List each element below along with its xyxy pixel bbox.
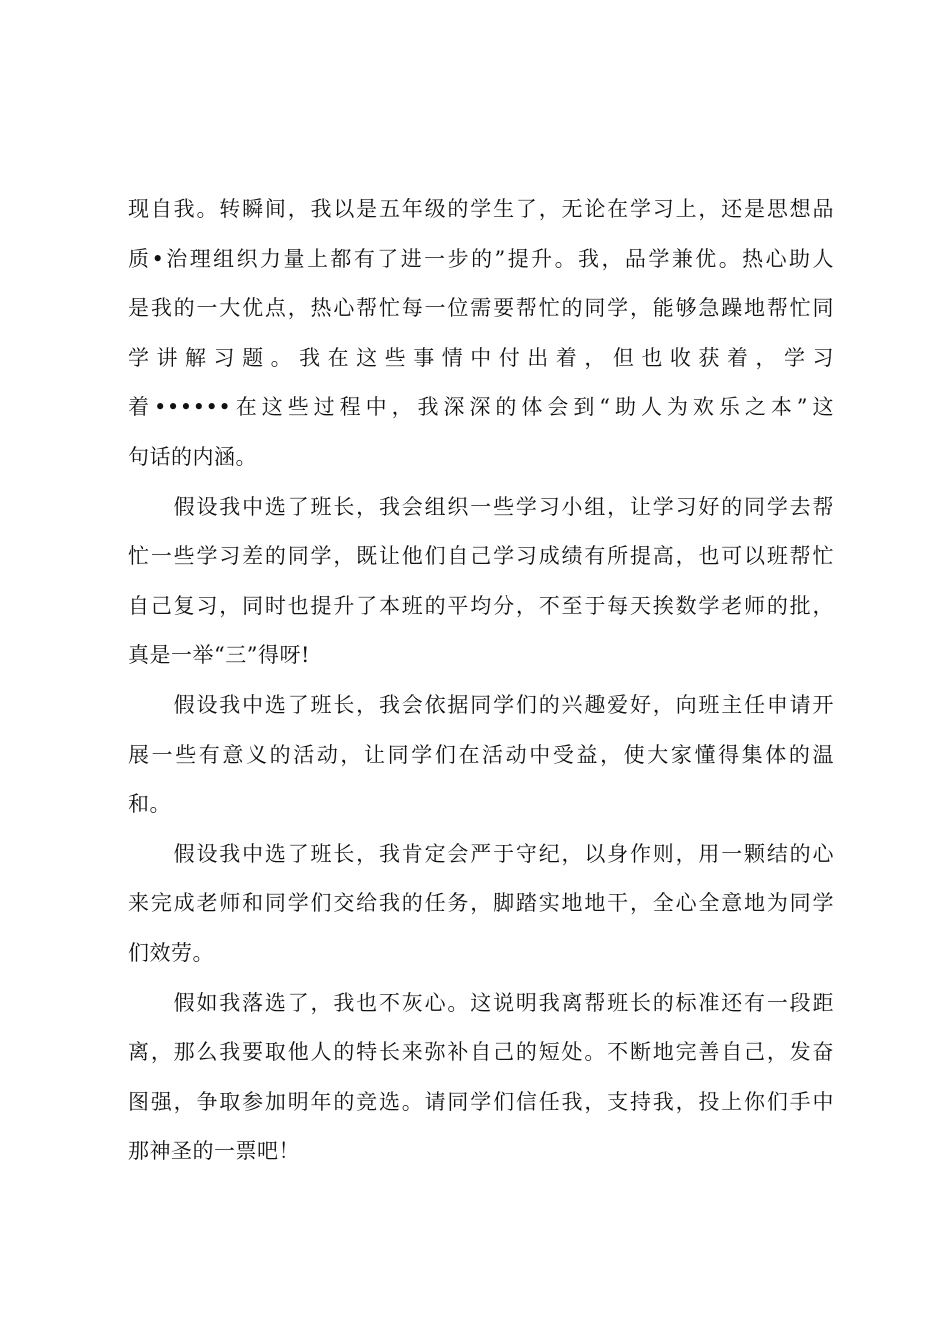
text-line: 假设我中选了班长，我会依据同学们的兴趣爱好，向班主任申请开 — [128, 692, 834, 717]
text-line: 真是一举“三”得呀! — [128, 643, 310, 668]
text-line: 质•治理组织力量上都有了进一步的”提升。我，品学兼优。热心助人 — [128, 246, 834, 271]
text-line: 们效劳。 — [128, 940, 214, 965]
text-line: 忙一些学习差的同学，既让他们自己学习成绩有所提高，也可以班帮忙 — [128, 544, 834, 569]
text-line: 图强，争取参加明年的竞选。请同学们信任我，支持我，投上你们手中 — [128, 1089, 834, 1114]
paragraph — [128, 979, 834, 1177]
text-line: 是我的一大优点，热心帮忙每一位需要帮忙的同学，能够急躁地帮忙同 — [128, 296, 834, 321]
text-line: 展一些有意义的活动，让同学们在活动中受益，使大家懂得集体的温 — [128, 742, 834, 767]
text-line: 着••••••在这些过程中，我深深的体会到“助人为欢乐之本”这 — [128, 395, 834, 420]
paragraph — [128, 830, 834, 979]
text-line: 句话的内涵。 — [128, 444, 257, 469]
document-body — [128, 185, 834, 1177]
text-line: 离，那么我要取他人的特长来弥补自己的短处。不断地完善自己，发奋 — [128, 1040, 834, 1065]
paragraph — [128, 681, 834, 830]
text-line: 自己复习，同时也提升了本班的平均分，不至于每天挨数学老师的批， — [128, 593, 834, 618]
text-line: 假设我中选了班长，我会组织一些学习小组，让学习好的同学去帮 — [128, 494, 834, 519]
text-line: 假如我落选了，我也不灰心。这说明我离帮班长的标准还有一段距 — [128, 990, 834, 1015]
text-line: 假设我中选了班长，我肯定会严于守纪，以身作则，用一颗结的心 — [128, 841, 834, 866]
text-line: 学讲解习题。我在这些事情中付出着，但也收获着，学习 — [128, 345, 834, 370]
text-line: 现自我。转瞬间，我以是五年级的学生了，无论在学习上，还是思想品 — [128, 197, 834, 221]
text-line: 和。 — [128, 792, 171, 817]
text-line: 那神圣的一票吧！ — [128, 1139, 300, 1164]
text-line: 来完成老师和同学们交给我的任务，脚踏实地地干，全心全意地为同学 — [128, 891, 834, 916]
paragraph — [128, 185, 834, 483]
paragraph — [128, 483, 834, 681]
